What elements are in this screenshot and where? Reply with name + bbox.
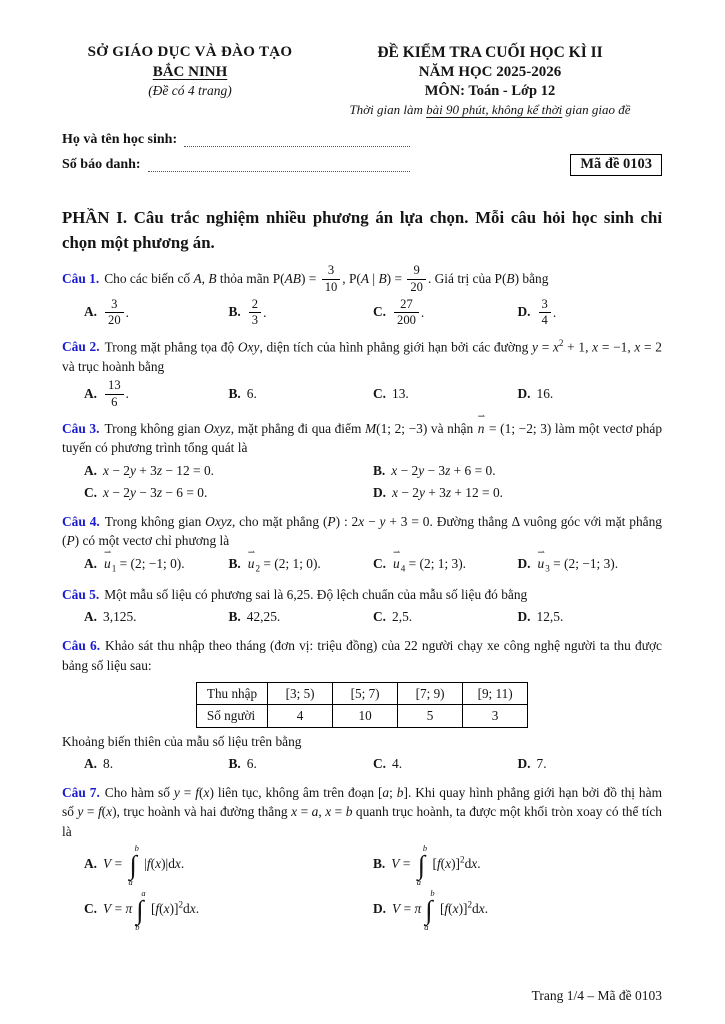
school-year: NĂM HỌC 2025-2026 [418,64,562,80]
answer-option: B. x − 2y − 3z + 6 = 0. [373,462,496,478]
question-block [62,337,662,410]
answer-option: A. 3,125. [84,609,137,625]
student-name-label: Họ và tên học sinh: [62,132,178,147]
math-italic: x [103,462,109,478]
integral-lower-limit: a [424,921,429,932]
answer-option: C. 2,5. [373,609,413,625]
exam-title: ĐỀ KIỂM TRA CUỐI HỌC KÌ II [377,44,603,61]
answer-option: C. V = π a ∫ b $[f(x)]^2dx$. [84,888,200,932]
answer-options-row [62,754,662,774]
math-italic: y [532,339,538,355]
math-italic: x [358,513,365,529]
math-italic: x [203,784,210,800]
answer-option: D. x − 2y + 3z + 12 = 0. [373,485,503,501]
option-label: A. [84,555,98,571]
integral-sign [128,843,139,887]
question-label: Câu 5. [62,586,100,602]
vector-symbol: ⇀ u [104,546,112,571]
math-italic: x [155,856,162,872]
math-italic: f [436,856,441,872]
table-cell: [7; 9) [398,683,463,705]
vector-symbol: ⇀ u [393,546,401,571]
question-label: Câu 2. [62,339,100,355]
vector-arrow-icon: ⇀ [477,411,486,422]
option-label: A. [84,756,98,772]
answer-option: A. V = b ∫ a |f(x)|dx. [84,843,185,887]
subject-line: MÔN: Toán - Lớp 12 [424,83,556,99]
fraction [322,264,341,294]
header-right-block [318,44,662,118]
option-label: B. [228,386,241,402]
section-heading: PHẦN I. Câu trắc nghiệm nhiều phương án lựa chọn. Mỗi câu hỏi học sinh chỉ chọn một phương án. [62,208,662,253]
department-name: SỞ GIÁO DỤC VÀ ĐÀO TẠO [87,44,293,60]
fraction [539,298,551,328]
math-italic: P [327,513,336,529]
answer-option: C. ⇀ $u_4 = (2$; 1; 3). [373,546,467,574]
exam-code-box: Mã đề 0103 [570,154,662,176]
answer-option: C. 13. [373,386,409,402]
math-italic: V [103,856,112,872]
math-italic: f [155,901,160,917]
vector-subscript: 4 [400,563,406,574]
frequency-table [196,682,528,728]
option-label: C. [84,901,98,917]
integral-sign [135,888,146,932]
math-italic: b [396,784,404,800]
math-italic: Oxy [237,339,260,355]
question-body: Câu 4. Trong không gian Oxyz, cho mặt phẳng (P) : 2x − y + 3 = 0. Đường thẳng Δ vuông góc với mặt phẳng (P) có một vectơ chỉ phương là [62,513,662,549]
integral-glyph: ∫ [417,849,426,880]
option-label: B. [228,304,241,320]
fraction [407,264,426,294]
option-label: D. [517,756,531,772]
vector-subscript: 2 [255,563,261,574]
math-italic: y [418,462,425,478]
duration-suffix: gian giao đề [562,102,631,117]
math-italic: V [392,901,401,917]
question-block [62,636,662,774]
answer-options-row [62,461,662,481]
exam-header [62,44,662,118]
math-italic: x [391,462,398,478]
question-body: Câu 6. Khảo sát thu nhập theo tháng (đơn vị: triệu đồng) của 22 người chạy xe công nghệ người ta thu được bảng số liệu sau: [62,638,662,673]
math-italic: x [392,485,398,501]
math-italic: x [445,856,452,872]
duration-underlined: bài 90 phút, không kể thời [426,102,563,117]
option-label: A. [84,609,98,625]
math-italic: V [391,856,400,872]
student-info-block [62,127,662,177]
math-italic: f [195,784,200,800]
option-label: C. [373,756,387,772]
math-italic: x [325,804,332,820]
option-label: B. [228,756,241,772]
question-label: Câu 6. [62,638,101,653]
math-italic: z [156,485,163,501]
fraction-denominator: 20 [108,313,121,328]
math-italic: x [592,339,599,355]
fraction [105,298,124,328]
math-italic: x [471,856,478,872]
answer-option: D. $\frac{3}{4}$ . [517,296,557,328]
math-italic: M [364,420,377,436]
math-italic: x [452,901,459,917]
integral-sign [416,843,428,887]
math-italic: f [444,901,449,917]
province-name: BẮC NINH [152,64,228,80]
math-italic: π [125,901,133,917]
fraction-numerator: 9 [407,264,426,280]
math-italic: y [129,485,136,501]
question-block [62,783,662,931]
math-italic: Oxyz [205,513,232,529]
table-cell: 10 [333,705,398,727]
question-body: Câu 7. Cho hàm số y = f(x) liên tục, không âm trên đoạn [a; b]. Khi quay hình phẳng giới hạn bởi đồ thị hàm số y = f(x), trục hoành và hai đường thẳng x = a, x = b quanh trục hoành, ta được một khối tròn xoay có thể tích là [62,784,663,839]
answer-option: C. $\frac{27}{200}$ . [373,296,425,328]
fraction-denominator: 4 [541,313,548,328]
math-italic: z [445,485,452,501]
student-id-dots [148,170,410,172]
answer-option: A. 8. [84,756,114,772]
vector-symbol: ⇀ u [537,546,545,571]
answer-options-row [62,844,662,886]
math-italic: x [106,804,113,820]
header-left-block [62,44,318,118]
math-italic: b [345,804,353,820]
answer-option: A. x − 2y + 3z − 12 = 0. [84,462,214,478]
table-cell: 4 [268,705,333,727]
option-label: B. [228,609,241,625]
page-count-note: (Đề có 4 trang) [148,83,232,98]
question-label: Câu 7. [62,784,100,800]
math-italic: y [379,513,386,529]
duration-line [318,102,662,118]
answer-option: A. $\frac{3}{20}$ . [84,296,129,328]
math-italic: AB [284,271,301,287]
answer-option: D. ⇀ $u_3 = (2$; −1; 3). [517,546,619,574]
student-id-line [62,152,410,177]
option-label: B. [228,555,241,571]
answer-options-row [62,889,662,931]
superscript: 2 [558,337,564,348]
math-italic: x [478,901,485,917]
answer-options-row [62,379,662,409]
answer-option: D. 16. [517,386,554,402]
table-cell: [5; 7) [333,683,398,705]
table-cell: Thu nhập [196,683,267,705]
option-label: A. [84,386,98,402]
answer-option: B. V = b ∫ a $[f(x)]^2dx$. [373,843,481,887]
table-cell: Số người [196,705,267,727]
option-label: D. [373,485,387,501]
fraction [394,298,419,328]
answer-option: A. $\frac{13}{6}$ . [84,378,129,409]
student-name-line [62,127,410,152]
option-label: A. [84,462,98,478]
math-italic: z [445,462,451,478]
integral-upper-limit: b [430,888,435,899]
vector-arrow-icon: ⇀ [537,546,545,557]
fraction-numerator: 3 [539,298,551,314]
exam-body [62,264,662,931]
page-footer: Trang 1/4 – Mã đề 0103 [531,988,662,1003]
vector-arrow-icon: ⇀ [247,546,256,557]
table-cell: 5 [398,705,463,727]
vector-subscript: 1 [111,563,117,574]
option-label: D. [373,901,387,917]
superscript: 2 [178,899,184,910]
question-body: Câu 1. Cho các biến cố A, B thỏa mãn P(AB) = $\frac{3}{10}$ , P(A | B) = $\frac{9}{20}$ . Giá trị của P(B) bằng [62,263,549,294]
table-cell: [3; 5) [268,683,333,705]
option-label: B. [373,462,386,478]
answer-option: B. 6. [228,756,257,772]
integral-sign [424,888,435,932]
answer-option: D. 7. [517,756,547,772]
vector-subscript: 3 [545,563,550,574]
math-italic: B [378,271,387,287]
answer-option: B. 6. [228,386,257,402]
question-block [62,411,663,503]
math-italic: x [174,856,181,872]
student-id-label: Số báo danh: [62,157,141,172]
table-row [196,705,527,727]
answer-option: B. $\frac{2}{3}$ . [228,296,267,328]
fraction-denominator: 10 [324,279,338,294]
integral-lower-limit: a [416,876,421,887]
answer-options-row [62,607,662,627]
fraction-denominator: 200 [397,313,416,328]
math-italic: y [77,804,84,820]
math-italic: y [129,462,136,478]
vector-symbol: ⇀ n [477,411,486,436]
integral-upper-limit: a [141,888,146,899]
fraction-numerator: 3 [322,264,341,280]
integral-glyph: ∫ [136,894,144,925]
math-italic: f [146,856,151,872]
superscript: 2 [467,899,473,910]
fraction-numerator: 13 [105,379,124,395]
math-italic: B [208,271,217,287]
math-italic: z [156,462,163,478]
math-italic: V [103,901,112,917]
math-italic: y [418,485,425,501]
duration-prefix: Thời gian làm [349,102,427,117]
option-label: B. [373,856,386,872]
answer-option: C. x − 2y − 3z − 6 = 0. [84,485,208,501]
option-label: C. [373,304,387,320]
integral-upper-limit: b [134,843,139,854]
option-label: C. [373,555,387,571]
math-italic: f [97,804,102,820]
answer-option: B. ⇀ $u_2 = (2$; 1; 0). [228,546,321,574]
table-cell: 3 [463,705,528,727]
math-italic: a [382,784,390,800]
option-label: C. [373,386,387,402]
integral-upper-limit: b [422,843,428,854]
question-body: Câu 2. Trong mặt phẳng tọa độ Oxy, diện tích của hình phẳng giới hạn bởi các đường $y = x^2 + 1$, x = −1, x = 2 và trục hoành bằng [62,337,662,374]
answer-options-row [62,546,662,576]
fraction [105,379,124,409]
vector-arrow-icon: ⇀ [104,546,112,557]
answer-option: C. 4. [373,756,403,772]
math-italic: x [291,804,298,820]
question-block [62,264,662,327]
answer-option: B. 42,25. [228,609,281,625]
fraction-denominator: 20 [410,279,423,294]
option-label: A. [84,304,98,320]
superscript: 2 [460,854,465,865]
fraction [249,298,261,328]
integral-lower-limit: b [135,921,140,932]
option-label: A. [84,856,98,872]
fraction-denominator: 3 [251,313,259,328]
table-cell: [9; 11) [463,683,528,705]
answer-option: D. 12,5. [517,609,564,625]
student-name-dots [184,145,410,147]
table-row [196,683,527,705]
question-body: Câu 5. Một mẫu số liệu có phương sai là 6,25. Độ lệch chuẩn của mẫu số liệu đó bằng [62,586,528,602]
math-italic: x [552,339,559,355]
math-italic: π [414,901,422,917]
math-italic: x [103,485,109,501]
question-label: Câu 4. [62,513,100,529]
question-block [62,585,662,627]
option-label: D. [517,555,531,571]
option-label: D. [517,609,531,625]
question-label: Câu 3. [62,420,100,436]
integral-glyph: ∫ [425,894,433,925]
answer-option: A. ⇀ $u_1 = (2$; −1; 0). [84,546,185,574]
option-label: C. [84,485,98,501]
math-italic: a [311,804,319,820]
answer-options-row [62,483,662,503]
math-italic: y [173,784,180,800]
vector-arrow-icon: ⇀ [393,546,401,557]
math-italic: x [163,901,170,917]
fraction-numerator: 3 [105,298,124,314]
math-italic: A [193,271,202,287]
option-label: D. [517,386,531,402]
question-body-continued: Khoảng biến thiên của mẫu số liệu trên bằng [62,733,302,749]
question-body: Câu 3. Trong không gian Oxyz, mặt phẳng đi qua điểm M(1; 2; −3) và nhận ⇀ n = (1; −2; 3) làm một vectơ pháp tuyến có phương trình tổng quát là [62,411,663,456]
fraction-numerator: 27 [394,298,419,314]
math-italic: A [360,271,370,287]
fraction-numerator: 2 [249,298,261,314]
option-label: C. [373,609,387,625]
math-italic: x [189,901,196,917]
math-italic: Oxyz [204,420,231,436]
math-italic: P [66,533,75,549]
option-label: D. [517,304,531,320]
answer-options-row [62,298,662,328]
fraction-denominator: 6 [111,394,118,409]
vector-symbol: ⇀ u [247,546,256,571]
answer-option: D. V = π b ∫ a $[f(x)]^2dx$. [373,888,489,932]
question-label: Câu 1. [62,271,100,287]
question-block [62,512,662,576]
math-italic: B [506,271,515,287]
math-italic: x [634,339,641,355]
integral-lower-limit: a [128,876,133,887]
integral-glyph: ∫ [129,849,137,880]
